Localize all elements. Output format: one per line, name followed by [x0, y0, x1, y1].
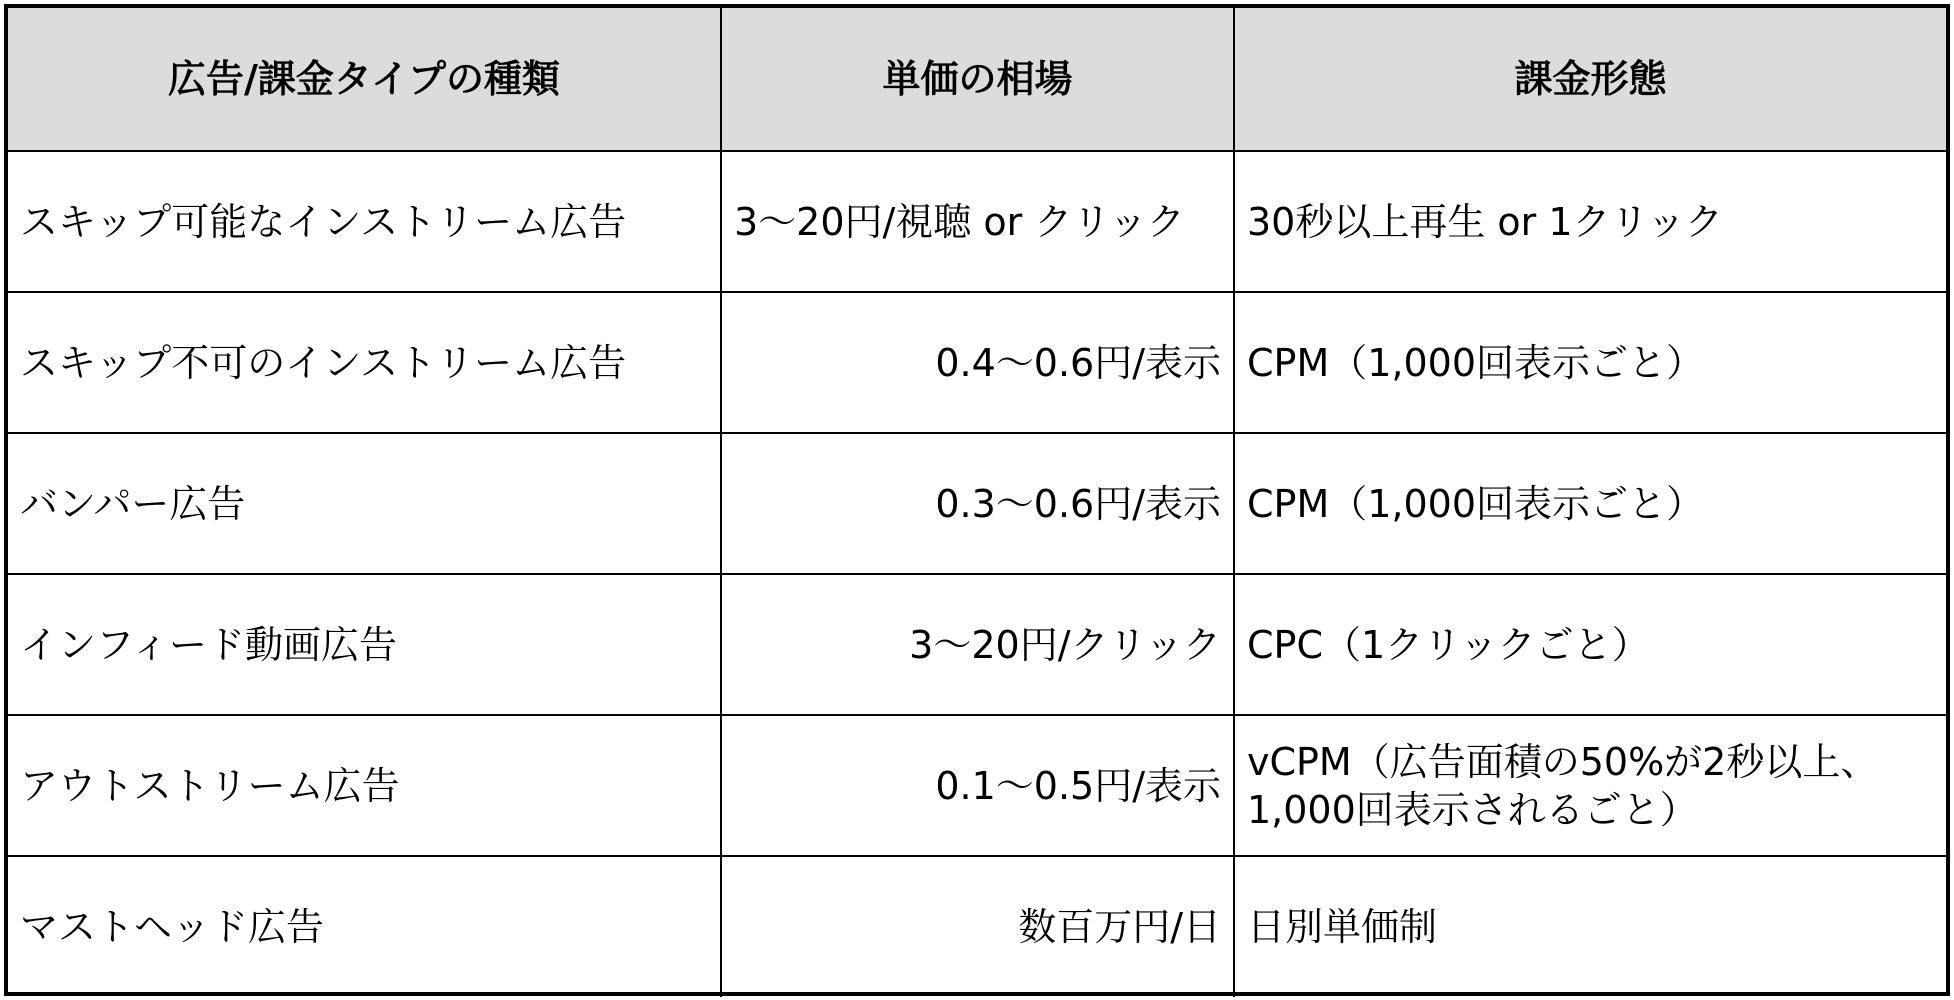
- header-unit-price: 単価の相場: [721, 8, 1234, 151]
- header-row: [8, 8, 1946, 151]
- ad-type-cell: アウトストリーム広告: [8, 715, 721, 856]
- header-ad-type: 広告/課金タイプの種類: [8, 8, 721, 151]
- billing-line: 30秒以上再生 or 1クリック: [1247, 199, 1724, 244]
- billing-type-cell: [1234, 574, 1946, 715]
- ad-type-cell: バンパー広告: [8, 433, 721, 574]
- unit-price-cell: 0.1〜0.5円/表示: [721, 715, 1234, 856]
- billing-line: vCPM（広告面積の50%が2秒以上、: [1247, 739, 1879, 784]
- table-row: [8, 574, 1946, 715]
- ad-type-cell: スキップ可能なインストリーム広告: [8, 151, 721, 292]
- billing-line: 1,000回表示されるごと）: [1247, 787, 1698, 832]
- table-row: [8, 715, 1946, 856]
- pricing-table-frame: [4, 4, 1950, 996]
- unit-price-cell: 0.3〜0.6円/表示: [721, 433, 1234, 574]
- billing-type-cell: [1234, 856, 1946, 997]
- unit-price-cell: 数百万円/日: [721, 856, 1234, 997]
- billing-type-cell: [1234, 433, 1946, 574]
- billing-type-cell: [1234, 292, 1946, 433]
- unit-price-cell: 3〜20円/視聴 or クリック: [721, 151, 1234, 292]
- billing-line: CPC（1クリックごと）: [1247, 622, 1650, 667]
- ad-type-cell: インフィード動画広告: [8, 574, 721, 715]
- billing-type-cell: [1234, 151, 1946, 292]
- ad-type-cell: スキップ不可のインストリーム広告: [8, 292, 721, 433]
- unit-price-cell: 0.4〜0.6円/表示: [721, 292, 1234, 433]
- billing-line: CPM（1,000回表示ごと）: [1247, 481, 1705, 526]
- billing-type-cell: [1234, 715, 1946, 856]
- table-row: [8, 292, 1946, 433]
- header-billing-type: 課金形態: [1234, 8, 1946, 151]
- billing-line: CPM（1,000回表示ごと）: [1247, 340, 1705, 385]
- unit-price-cell: 3〜20円/クリック: [721, 574, 1234, 715]
- table-row: [8, 433, 1946, 574]
- table-row: [8, 856, 1946, 997]
- pricing-table: [8, 8, 1946, 997]
- billing-line: 日別単価制: [1247, 905, 1438, 949]
- table-row: [8, 151, 1946, 292]
- ad-type-cell: マストヘッド広告: [8, 856, 721, 997]
